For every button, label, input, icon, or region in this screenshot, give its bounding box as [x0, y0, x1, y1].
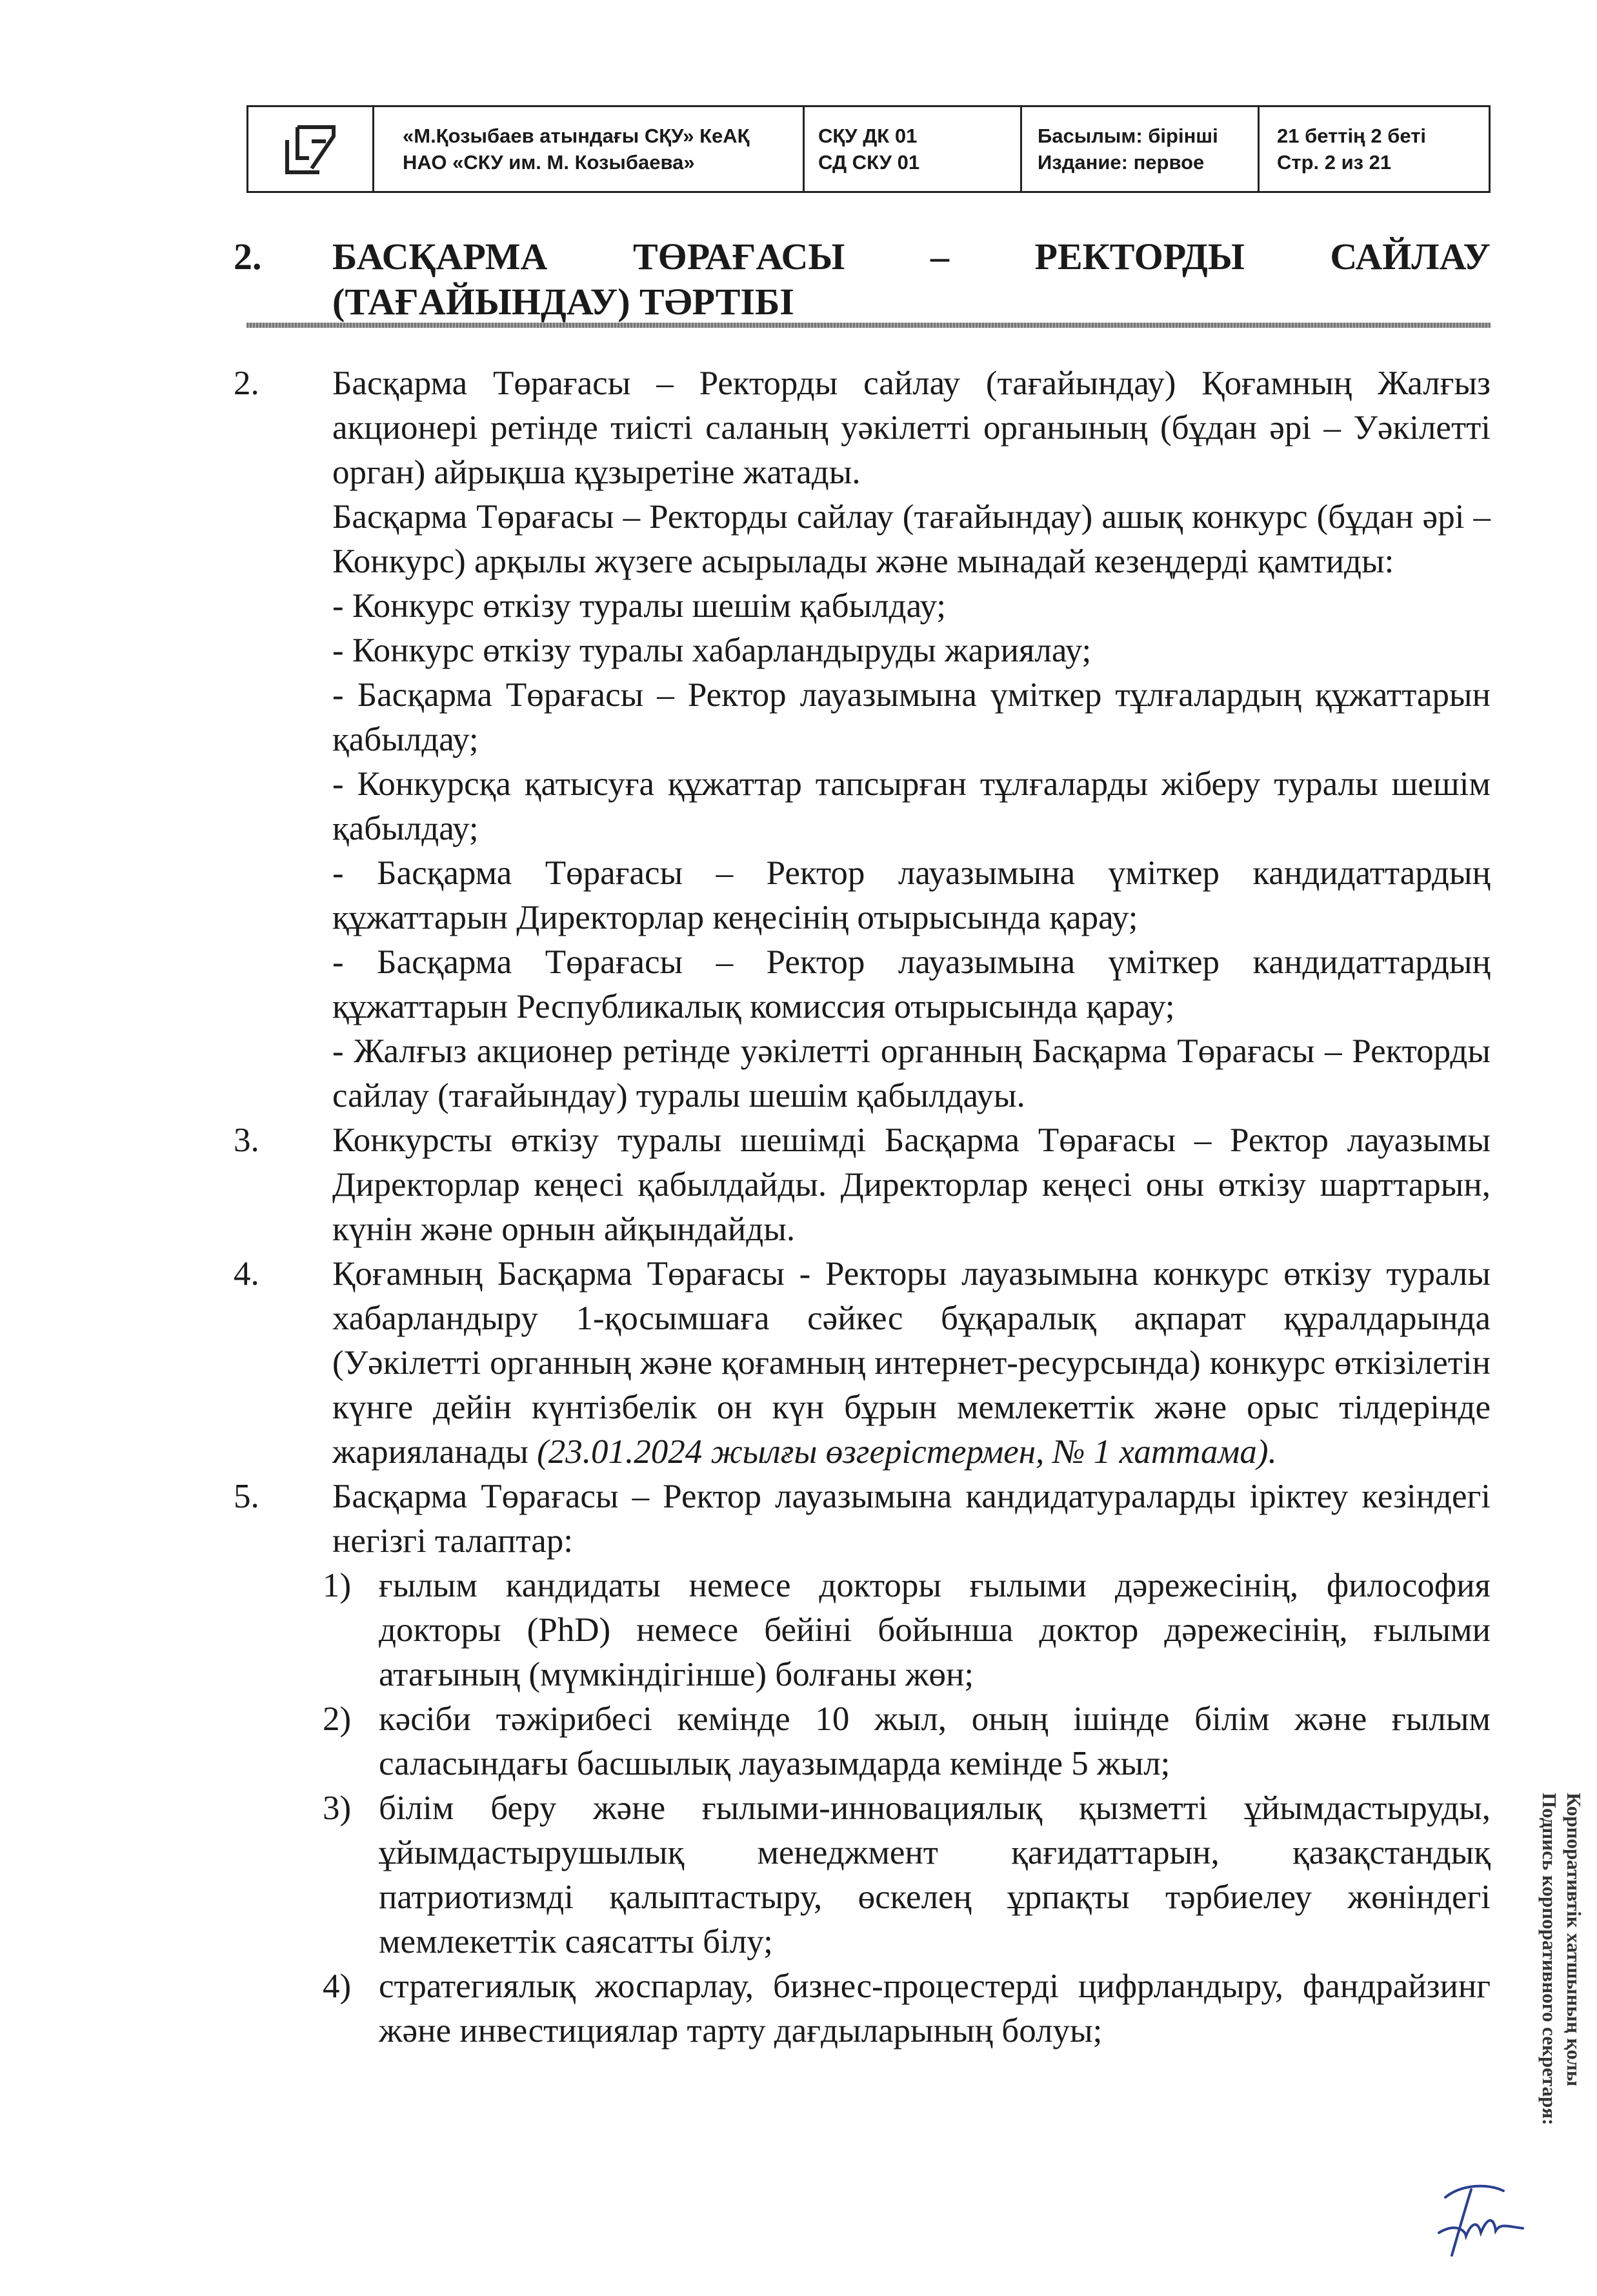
- paragraph-number: 5.: [234, 1478, 259, 1515]
- header-code-cell: [805, 107, 1022, 191]
- paragraph-5: [234, 1475, 1491, 1564]
- item-text: кәсіби тәжірибесі кемінде 10 жыл, оның ішінде білім және ғылым саласындағы басшылық лауазымдарда кемінде 5 жыл;: [379, 1700, 1491, 1782]
- header-edition-cell: [1022, 107, 1260, 191]
- list-item: - Басқарма Төрағасы – Ректор лауазымына үміткер кандидаттардың құжаттарын Директорлар кеңесінің отырысында қарау;: [332, 854, 1491, 936]
- requirement-item: [234, 1564, 1491, 1697]
- paragraph-2: [234, 361, 1491, 1118]
- item-number: 3): [323, 1789, 352, 1827]
- section-title-word: –: [930, 236, 949, 277]
- item-number: 2): [323, 1700, 352, 1738]
- paragraph-number: 2.: [234, 365, 259, 402]
- amendment-note: (23.01.2024 жылғы өзгерістермен, № 1 хаттама).: [537, 1433, 1277, 1471]
- item-number: 4): [323, 1968, 352, 2005]
- section-title-line1: [332, 234, 1491, 280]
- university-logo-icon: [283, 122, 337, 176]
- heading-underline: [246, 323, 1491, 328]
- requirement-item: [234, 1964, 1491, 2053]
- section-title-word: БАСҚАРМА: [332, 236, 548, 277]
- header-logo-cell: [248, 107, 374, 191]
- list-item: - Басқарма Төрағасы – Ректор лауазымына үміткер тұлғалардың құжаттарын қабылдау;: [332, 676, 1491, 758]
- side-note-kz: Корпоративтік хатшының қолы: [1563, 1793, 1585, 2087]
- edition-kz: Басылым: бірінші: [1038, 125, 1218, 147]
- org-name-ru: НАО «СКУ им. М. Козыбаева»: [403, 151, 695, 174]
- header-page-cell: [1260, 107, 1489, 191]
- doc-code-ru: СД СКУ 01: [818, 151, 920, 174]
- document-header-table: [246, 105, 1491, 193]
- list-item: - Конкурс өткізу туралы хабарландыруды жариялау;: [332, 632, 1092, 669]
- item-number: 1): [323, 1567, 352, 1604]
- paragraph-main-text: Қоғамның Басқарма Төрағасы - Ректоры лауазымына конкурс өткізу туралы хабарландыру 1-қосымшаға сәйкес бұқаралық ақпарат құралдарында (Уәкілетті органның және қоғамның интернет-ресурсында) конкурс өткізілетін күнге дейін күнтізбелік он күн бұрын мемлекеттік және орыс тілдерінде жарияланады: [332, 1255, 1491, 1471]
- list-item: - Конкурс өткізу туралы шешім қабылдау;: [332, 587, 946, 625]
- org-name-kz: «М.Қозыбаев атындағы СҚУ» КеАҚ: [403, 125, 750, 147]
- page-number-kz: 21 беттің 2 беті: [1277, 125, 1427, 147]
- item-text: стратегиялық жоспарлау, бизнес-процестерді цифрландыру, фандрайзинг және инвестициялар тарту дағдыларының болуы;: [379, 1968, 1491, 2049]
- page-number-ru: Стр. 2 из 21: [1277, 151, 1392, 174]
- item-text: білім беру және ғылыми-инновациялық қызметті ұйымдастыруды, ұйымдастырушылық менеджмент қағидаттарын, қазақстандық патриотизмді қалыптастыру, өскелең ұрпақты тәрбиелеу жөніндегі мемлекеттік саясатты білу;: [379, 1789, 1491, 1960]
- section-number: 2.: [234, 236, 262, 277]
- doc-code-kz: СҚУ ДК 01: [818, 125, 918, 147]
- list-item: - Басқарма Төрағасы – Ректор лауазымына үміткер кандидаттардың құжаттарын Республикалық комиссия отырысында қарау;: [332, 943, 1491, 1025]
- section-title-word: РЕКТОРДЫ: [1034, 236, 1245, 277]
- paragraph-text: Басқарма Төрағасы – Ректор лауазымына кандидатураларды іріктеу кезіндегі негізгі талаптар:: [332, 1478, 1491, 1560]
- paragraph-text: Басқарма Төрағасы – Ректорды сайлау (тағайындау) Қоғамның Жалғыз акционері ретінде тиісті саланың уәкілетті органының (бұдан әрі – Уәкілетті орган) айрықша құзыретіне жатады.: [332, 365, 1491, 491]
- requirement-item: [234, 1786, 1491, 1964]
- item-text: ғылым кандидаты немесе докторы ғылыми дәрежесінің, философия докторы (PhD) немесе бейіні бойынша доктор дәрежесінің, ғылыми атағының (мүмкіндігінше) болғаны жөн;: [379, 1567, 1491, 1693]
- document-body: [234, 361, 1491, 2053]
- section-title-word: ТӨРАҒАСЫ: [632, 236, 845, 277]
- edition-ru: Издание: первое: [1038, 151, 1205, 174]
- header-organization-cell: [374, 107, 805, 191]
- requirement-item: [234, 1697, 1491, 1786]
- section-title-word: САЙЛАУ: [1330, 236, 1491, 277]
- list-item: - Жалғыз акционер ретінде уәкілетті органның Басқарма Төрағасы – Ректорды сайлау (тағайындау) туралы шешім қабылдауы.: [332, 1032, 1491, 1114]
- paragraph-text: Конкурсты өткізу туралы шешімді Басқарма Төрағасы – Ректор лауазымы Директорлар кеңесі қабылдайды. Директорлар кеңесі оны өткізу шарттарын, күнін және орнын айқындайды.: [332, 1122, 1491, 1248]
- section-title-line2: (ТАҒАЙЫНДАУ) ТӘРТІБІ: [332, 281, 794, 323]
- paragraph-text: Басқарма Төрағасы – Ректорды сайлау (тағайындау) ашық конкурс (бұдан әрі – Конкурс) арқылы жүзеге асырылады және мынадай кезеңдерді қамтиды:: [332, 498, 1491, 580]
- paragraph-number: 4.: [234, 1255, 259, 1293]
- list-item: - Конкурсқа қатысуға құжаттар тапсырған тұлғаларды жіберу туралы шешім қабылдау;: [332, 765, 1491, 847]
- paragraph-4: [234, 1252, 1491, 1475]
- handwritten-signature-icon: [1426, 2171, 1529, 2262]
- paragraph-number: 3.: [234, 1122, 259, 1159]
- paragraph-text: [332, 1252, 1491, 1475]
- paragraph-3: [234, 1118, 1491, 1252]
- side-note-ru: Подпись корпоративного секретаря:: [1538, 1793, 1561, 2126]
